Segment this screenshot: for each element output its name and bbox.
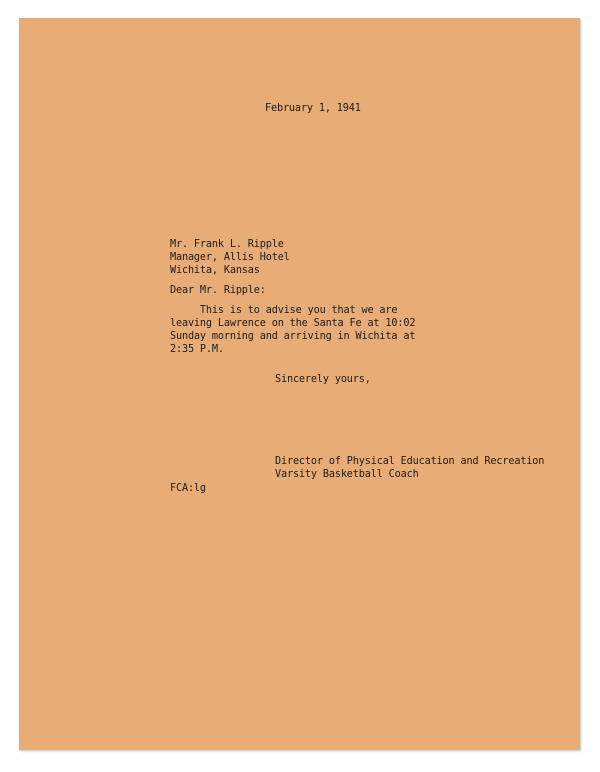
body-line: leaving Lawrence on the Santa Fe at 10:02: [170, 318, 416, 329]
recipient-title: Manager, Allis Hotel: [170, 252, 290, 263]
reference-initials: FCA:lg: [170, 483, 206, 494]
recipient-name: Mr. Frank L. Ripple: [170, 239, 284, 250]
letter-date: February 1, 1941: [265, 103, 361, 114]
signature-title: Director of Physical Education and Recreation: [275, 456, 545, 467]
closing: Sincerely yours,: [275, 374, 371, 385]
body-line: 2:35 P.M.: [170, 344, 224, 355]
body-line: Sunday morning and arriving in Wichita at: [170, 331, 416, 342]
signature-title: Varsity Basketball Coach: [275, 469, 419, 480]
body-line: This is to advise you that we are: [170, 305, 398, 316]
letter-page: [19, 18, 580, 750]
recipient-location: Wichita, Kansas: [170, 265, 260, 276]
salutation: Dear Mr. Ripple:: [170, 285, 266, 296]
